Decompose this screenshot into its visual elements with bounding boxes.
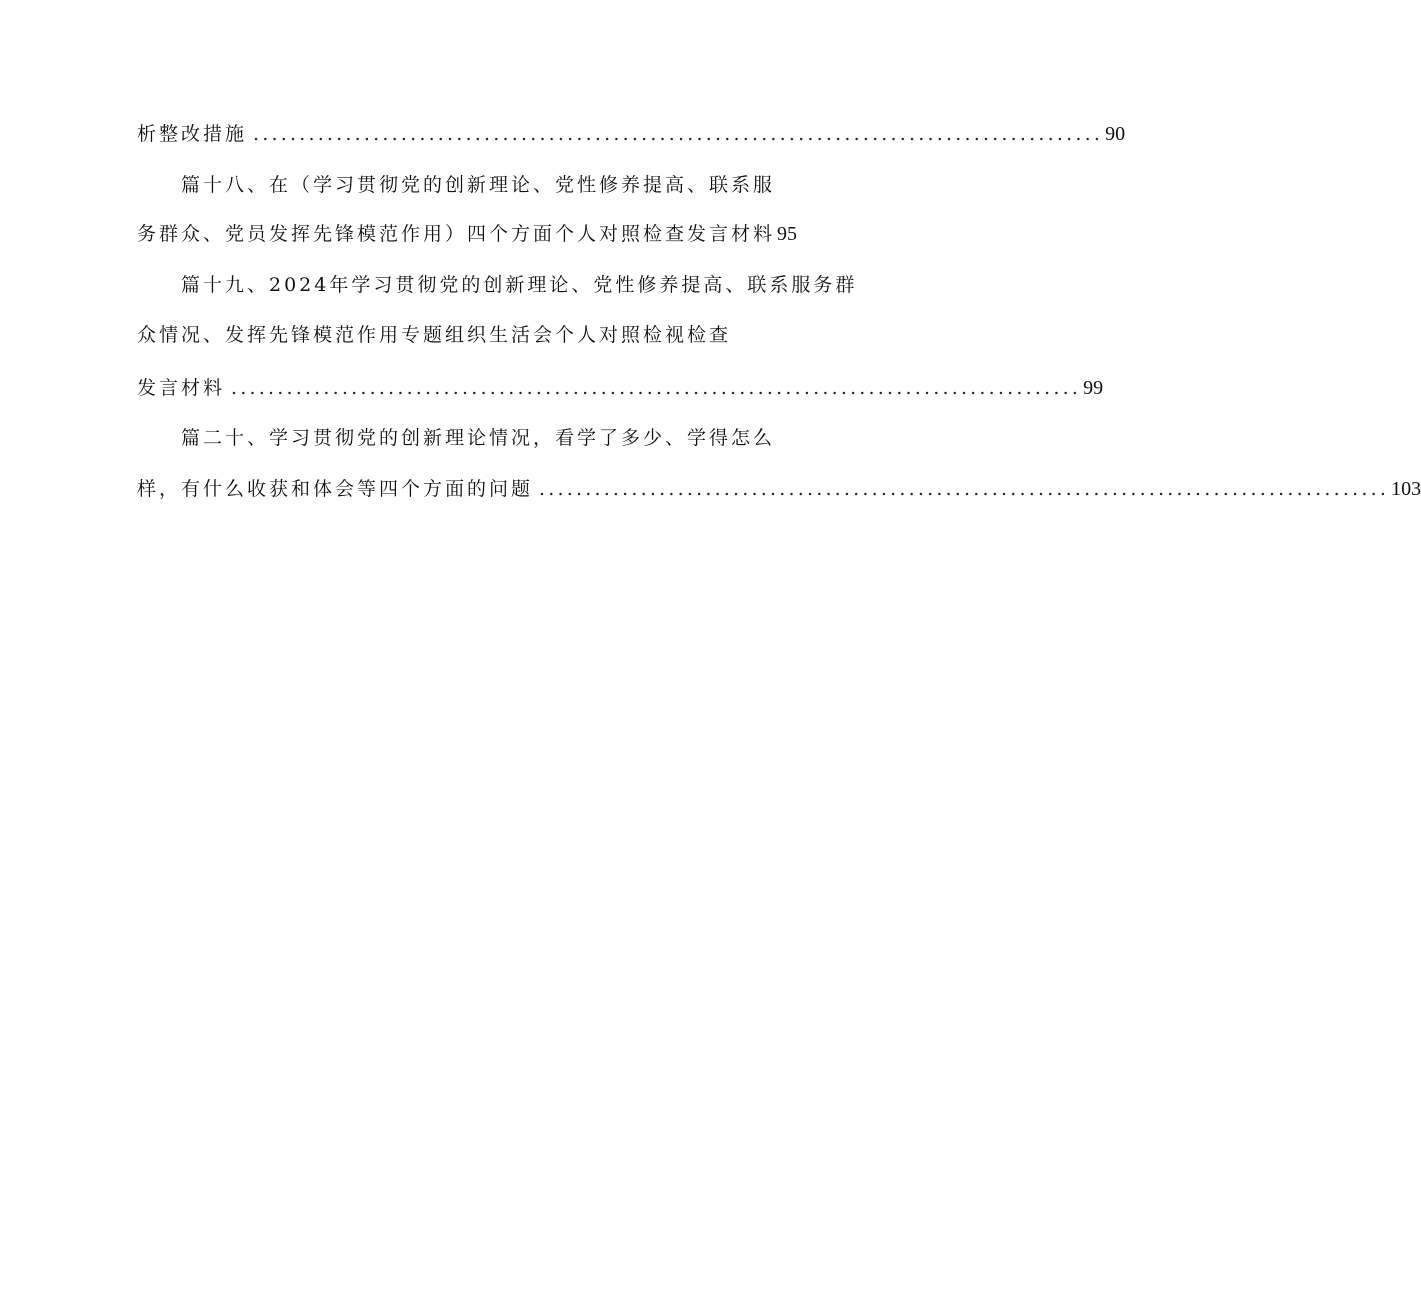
toc-entry-18-line1[interactable] bbox=[181, 172, 775, 198]
toc-entry-18-line2[interactable] bbox=[137, 221, 797, 247]
toc-entry-text: 篇二十、学习贯彻党的创新理论情况，看学了多少、学得怎么 bbox=[181, 427, 776, 449]
toc-entry-text: 众情况、发挥先锋模范作用专题组织生活会个人对照检视检查 bbox=[137, 324, 732, 346]
toc-entry-text: 篇十八、在（学习贯彻党的创新理论、党性修养提高、联系服 bbox=[181, 174, 776, 196]
toc-leader-dots: ............................................................................................ bbox=[253, 123, 1104, 145]
toc-entry-19-line1[interactable] bbox=[181, 272, 857, 298]
toc-entry-text: 篇十九、2024年学习贯彻党的创新理论、党性修养提高、联系服务群 bbox=[181, 274, 858, 296]
toc-entry-20-line1[interactable] bbox=[181, 425, 775, 451]
toc-entry-text: 样，有什么收获和体会等四个方面的问题 bbox=[137, 478, 534, 500]
toc-entry-19-line3[interactable] bbox=[137, 375, 1104, 401]
toc-page-number: 103 bbox=[1391, 478, 1421, 500]
toc-entry-text: 务群众、党员发挥先锋模范作用）四个方面个人对照检查发言材料 bbox=[137, 223, 776, 245]
toc-page-number: 95 bbox=[777, 223, 798, 245]
toc-page-number: 99 bbox=[1083, 377, 1104, 399]
toc-entry-text: 发言材料 bbox=[137, 377, 226, 399]
toc-entry-19-line2[interactable] bbox=[137, 322, 731, 348]
toc-leader-dots: ............................................................................................ bbox=[231, 377, 1082, 399]
toc-leader-dots: ............................................................................................ bbox=[539, 478, 1390, 500]
toc-entry-20-line2[interactable] bbox=[137, 476, 1421, 502]
toc-entry-text: 析整改措施 bbox=[137, 123, 248, 145]
toc-page-number: 90 bbox=[1105, 123, 1126, 145]
toc-entry-17-tail[interactable] bbox=[137, 121, 1126, 147]
